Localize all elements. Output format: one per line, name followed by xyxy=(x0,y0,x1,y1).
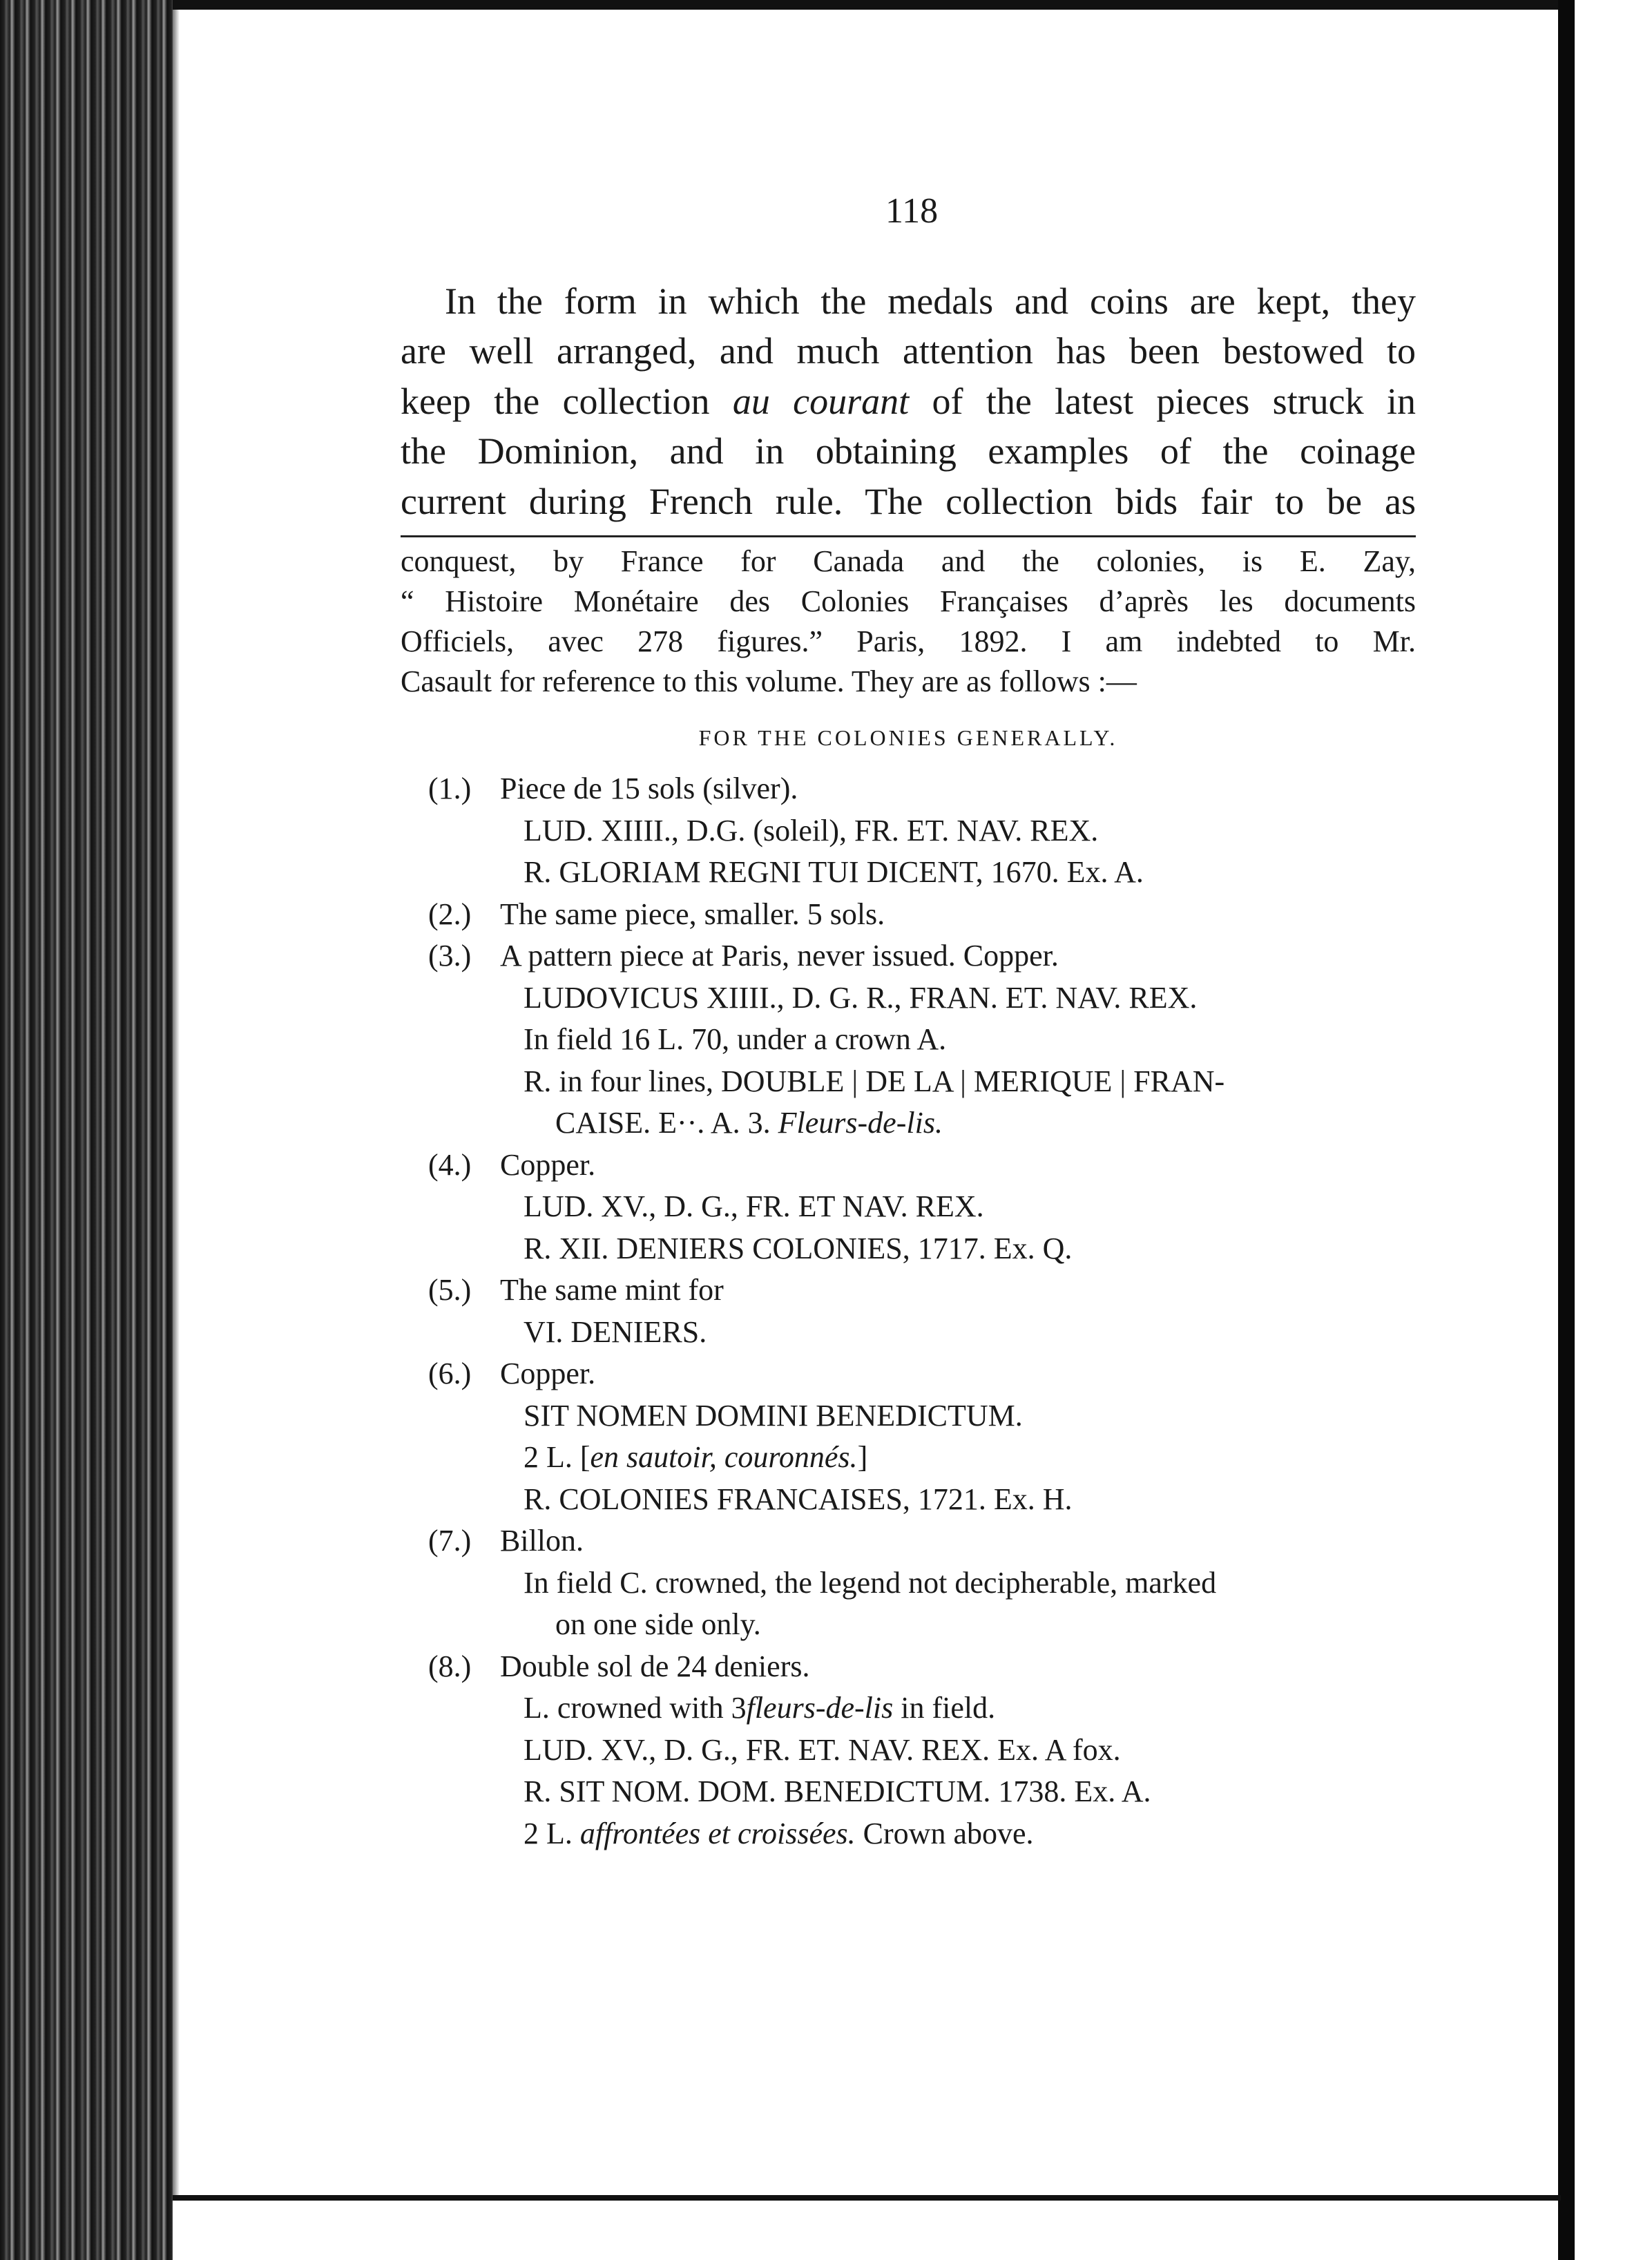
entry-title: The same mint for xyxy=(500,1273,724,1307)
entry-line xyxy=(428,1687,1416,1730)
entry-line-italic: fleurs-de-lis xyxy=(746,1691,894,1725)
entry-title: Piece de 15 sols (silver). xyxy=(500,772,798,805)
entry-number: (4.) xyxy=(428,1147,472,1182)
entry-continuation-italic: Fleurs-de-lis. xyxy=(778,1106,943,1140)
list-item xyxy=(428,1520,1416,1646)
entry-continuation: on one side only. xyxy=(555,1607,761,1641)
entry-line-part: ] xyxy=(857,1440,868,1474)
entry-line-part: 2 L. xyxy=(524,1816,580,1850)
list-item xyxy=(428,935,1416,1145)
body-paragraph xyxy=(401,276,1416,526)
entry-number: (1.) xyxy=(428,772,472,805)
entry-line: R. SIT NOM. DOM. BENEDICTUM. 1738. Ex. A. xyxy=(524,1774,1151,1808)
entry-line-part: L. crowned with 3 xyxy=(524,1691,747,1725)
entry-line: LUDOVICUS XIIII., D. G. R., FRAN. ET. NAV. REX. xyxy=(524,980,1198,1015)
body-line: current during French rule. The collection bids fair to be as xyxy=(401,480,1416,522)
list-item xyxy=(428,1145,1416,1270)
entry-line: VI. DENIERS. xyxy=(524,1314,707,1349)
entry-number: (5.) xyxy=(428,1273,472,1307)
entry-title: Copper. xyxy=(500,1147,596,1182)
entry-number: (3.) xyxy=(428,939,472,973)
entry-line xyxy=(428,1437,1416,1479)
list-item xyxy=(428,1353,1416,1520)
entry-number: (8.) xyxy=(428,1649,472,1683)
entry-line: R. in four lines, DOUBLE | DE LA | MERIQUE | FRAN- xyxy=(524,1064,1225,1098)
body-line: are well arranged, and much attention has been bestowed to xyxy=(401,330,1416,372)
entry-title: Double sol de 24 deniers. xyxy=(500,1649,810,1683)
entry-continuation xyxy=(428,1102,1416,1145)
footnote xyxy=(401,542,1416,702)
body-line-part: of the latest pieces struck in xyxy=(909,380,1416,422)
footnote-line: conquest, by France for Canada and the colonies, is E. Zay, xyxy=(401,544,1416,578)
section-heading: FOR THE COLONIES GENERALLY. xyxy=(698,725,1118,750)
entry-title: A pattern piece at Paris, never issued. Copper. xyxy=(500,939,1059,973)
body-line-italic: au courant xyxy=(732,380,910,422)
entry-line: SIT NOMEN DOMINI BENEDICTUM. xyxy=(524,1398,1023,1433)
entry-number: (2.) xyxy=(428,897,472,931)
list-item xyxy=(428,1646,1416,1855)
list-item xyxy=(428,1270,1416,1353)
entry-title: Billon. xyxy=(500,1524,584,1558)
footnote-rule xyxy=(401,535,1416,537)
entry-number: (6.) xyxy=(428,1357,472,1390)
entry-line: R. GLORIAM REGNI TUI DICENT, 1670. Ex. A. xyxy=(524,855,1144,889)
list-item xyxy=(428,894,1416,936)
entry-number: (7.) xyxy=(428,1524,472,1558)
coin-list xyxy=(428,768,1416,1855)
entry-line: LUD. XV., D. G., FR. ET NAV. REX. xyxy=(524,1189,984,1223)
entry-line: R. COLONIES FRANCAISES, 1721. Ex. H. xyxy=(524,1482,1073,1516)
entry-line-part: Crown above. xyxy=(855,1816,1034,1850)
entry-line: R. XII. DENIERS COLONIES, 1717. Ex. Q. xyxy=(524,1231,1073,1265)
body-line xyxy=(401,376,1416,426)
page-number: 118 xyxy=(885,191,939,231)
entry-line: In field 16 L. 70, under a crown A. xyxy=(524,1022,947,1056)
footnote-line: Casault for reference to this volume. They are as follows :— xyxy=(401,664,1137,698)
entry-line: LUD. XIIII., D.G. (soleil), FR. ET. NAV. REX. xyxy=(524,813,1099,848)
entry-line-italic: affrontées et croissées. xyxy=(579,1816,856,1850)
entry-line: In field C. crowned, the legend not decipherable, marked xyxy=(524,1565,1217,1600)
entry-line xyxy=(428,1813,1416,1855)
footnote-line: “ Histoire Monétaire des Colonies Françaises d’après les documents xyxy=(401,584,1416,618)
body-line: In the form in which the medals and coins are kept, they xyxy=(445,280,1416,322)
list-item xyxy=(428,768,1416,894)
entry-title: Copper. xyxy=(500,1357,596,1390)
entry-line: LUD. XV., D. G., FR. ET. NAV. REX. Ex. A fox. xyxy=(524,1732,1121,1767)
entry-continuation-text: CAISE. E··. A. 3. xyxy=(555,1106,771,1140)
entry-line-part: in field. xyxy=(893,1691,996,1725)
footnote-line: Officiels, avec 278 figures.” Paris, 1892. I am indebted to Mr. xyxy=(401,624,1416,658)
entry-line-part: 2 L. [ xyxy=(524,1440,590,1474)
entry-line-italic: en sautoir, couronnés. xyxy=(590,1440,858,1474)
entry-title: The same piece, smaller. 5 sols. xyxy=(500,897,885,931)
body-line: the Dominion, and in obtaining examples of the coinage xyxy=(401,430,1416,472)
body-line-part: keep the collection xyxy=(401,380,733,422)
